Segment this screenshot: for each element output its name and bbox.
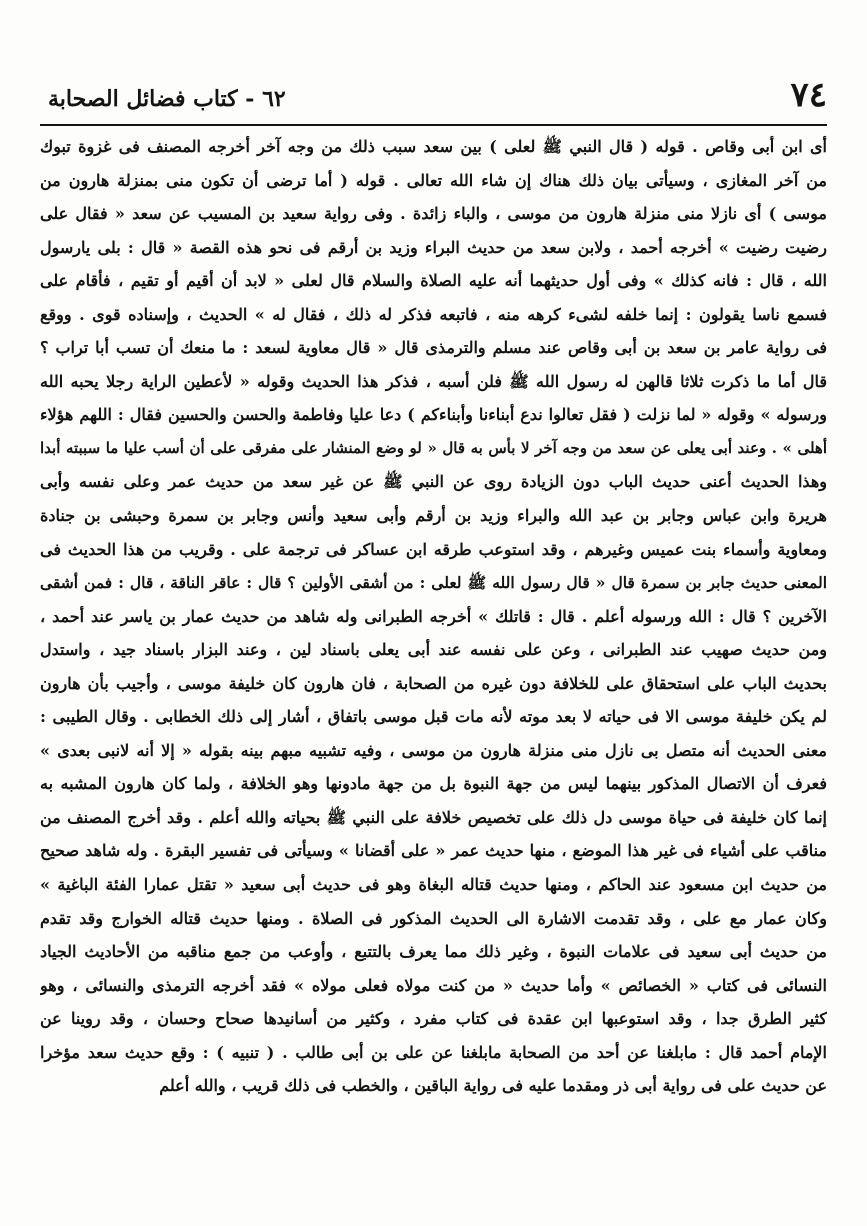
text-line: ومعاوية وأسماء بنت عميس وغيرهم ، وقد استوعب طرقه ابن عساكر فى ترجمة على . وقريب من هذا الحديث فى: [40, 539, 827, 559]
text-line: فى رواية عامر بن سعد بن أبى وقاص عند مسلم والترمذى قال « قال معاوية لسعد : ما منعك أن تسب أبا تراب ؟: [40, 338, 827, 358]
text-line: من آخر المغازى ، وسيأتى بيان ذلك هناك إن شاء الله تعالى . قوله ( أما ترضى أن تكون منى بمنزلة هارون من: [40, 170, 827, 190]
text-line: النسائى فى كتاب « الخصائص » وأما حديث « من كنت مولاه فعلى مولاه » فقد أخرجه الترمذى والنسائى ، وهو: [40, 975, 827, 995]
text-line: أى ابن أبى وقاص . قوله ( قال النبي ﷺ لعلى ) بين سعد سبب ذلك من وجه آخر أخرجه المصنف فى غزوة تبوك: [40, 137, 827, 156]
text-line: موسى ) أى نازلا منى منزلة هارون من موسى ، والباء زائدة . وفى رواية سعيد بن المسيب عن سعد « فقال على: [40, 204, 827, 224]
text-line: فعرف أن الاتصال المذكور بينهما ليس من جهة النبوة بل من جهة مادونها وهو الخلافة ، ولما كان هارون المشبه به: [40, 774, 827, 794]
text-line: بحديث الباب على استحقاق على للخلافة دون غيره من الصحابة ، فان هارون كان خليفة موسى ، وأجيب بأن هارون: [40, 673, 827, 693]
text-line: وكان عمار مع على ، وقد تقدمت الاشارة الى الحديث المذكور فى الصلاة . ومنها حديث قتاله الخوارج وقد تقدم: [40, 908, 827, 928]
commentary-text: [40, 130, 827, 1103]
text-line: من حديث ابن مسعود عند الحاكم ، ومنها حديث قتاله البغاة وهو فى حديث أبى سعيد « تقتل عمارا الفئة الباغية »: [40, 875, 827, 895]
text-line: رضيت رضيت » أخرجه أحمد ، ولابن سعد من حديث البراء وزيد بن أرقم فى نحو هذه القصة « قال : بلى يارسول: [40, 237, 827, 257]
page-header: [40, 75, 827, 124]
text-line: وهذا الحديث أعنى حديث الباب دون الزيادة روى عن النبي ﷺ عن غير سعد من حديث عمر وعلى نفسه وأبى: [40, 472, 827, 492]
text-line: أهلى » . وعند أبى يعلى عن سعد من وجه آخر لا بأس به قال « لو وضع المنشار على مفرقى على أن أسب عليا ما سببته أبدا: [40, 438, 827, 457]
text-line: الآخرين ؟ قال : الله ورسوله أعلم . قال : قاتلك » أخرجه الطبرانى وله شاهد من حديث عمار بن ياسر عند أحمد ،: [40, 606, 827, 626]
text-line: ورسوله » وقوله « لما نزلت ( فقل تعالوا ندع أبناءنا وأبناءكم ) دعا عليا وفاطمة والحسن والحسين فقال : اللهم هؤلاء: [40, 405, 827, 425]
text-line: مناقب على أشياء فى غير هذا الموضع ، منها حديث عمر « على أقضانا » وسيأتى فى تفسير البقرة . وله شاهد صحيح: [40, 841, 827, 861]
text-line: من حديث أبى سعيد فى علامات النبوة ، وغير ذلك مما يعرف بالتتبع ، وأوعب من جمع مناقبه من الأحاديث الجياد: [40, 942, 827, 962]
text-line: فسمع ناسا يقولون : إنما خلفه لشىء كرهه منه ، فاتبعه فذكر له ذلك ، فقال له » الحديث ، وإسناده قوى . ووقع: [40, 304, 827, 324]
text-line: قال أما ما ذكرت ثلاثا قالهن له رسول الله ﷺ فلن أسبه ، فذكر هذا الحديث وقوله « لأعطين الراية رجلا يحبه الله: [40, 371, 827, 391]
page-number: ٧٤: [790, 75, 827, 115]
running-title: ٦٢ - كتاب فضائل الصحابة: [48, 86, 286, 112]
text-line: كثير الطرق جدا ، وقد استوعبها ابن عقدة فى كتاب مفرد ، وكثير من أسانيدها صحاح وحسان ، وقد روينا عن: [40, 1009, 827, 1029]
header-rule: [40, 124, 827, 126]
text-line: هريرة وابن عباس وجابر بن عبد الله والبراء وزيد بن أرقم وأبى سعيد وأنس وجابر بن سمرة وحبشى بن جنادة: [40, 506, 827, 526]
text-line: عن حديث على فى رواية أبى ذر ومقدما عليه فى رواية الباقين ، والخطب فى ذلك قريب ، والله أعلم: [159, 1076, 827, 1096]
text-line: معنى الحديث أنه متصل بى نازل منى منزلة هارون من موسى ، وفيه تشبيه مبهم بينه بقوله « إلا أنه لانبى بعدى »: [40, 740, 827, 760]
text-line: الله ، قال : فانه كذلك » وفى أول حديثهما أنه عليه الصلاة والسلام قال لعلى « لابد أن أقيم أو تقيم ، فأقام على: [40, 271, 827, 291]
text-line: المعنى حديث جابر بن سمرة قال « قال رسول الله ﷺ لعلى : من أشقى الأولين ؟ قال : عاقر الناقة ، قال : فمن أشقى: [40, 573, 827, 593]
text-line: لم يكن خليفة موسى الا فى حياته لا بعد موته لأنه مات قبل موسى باتفاق ، أشار إلى ذلك الخطابى . وقال الطيبى :: [40, 707, 827, 727]
text-line: الإمام أحمد قال : مابلغنا عن أحد من الصحابة مابلغنا عن على بن أبى طالب . ( تنبيه ) : وقع حديث سعد مؤخرا: [40, 1042, 827, 1062]
text-line: ومن حديث صهيب عند الطبرانى ، وعن على نفسه عند أبى يعلى باسناد لين ، وعند البزار باسناد جيد ، واستدل: [40, 640, 827, 660]
text-line: إنما كان خليفة فى حياة موسى دل ذلك على تخصيص خلافة على النبي ﷺ بحياته والله أعلم . وقد أخرج المصنف من: [40, 807, 827, 827]
